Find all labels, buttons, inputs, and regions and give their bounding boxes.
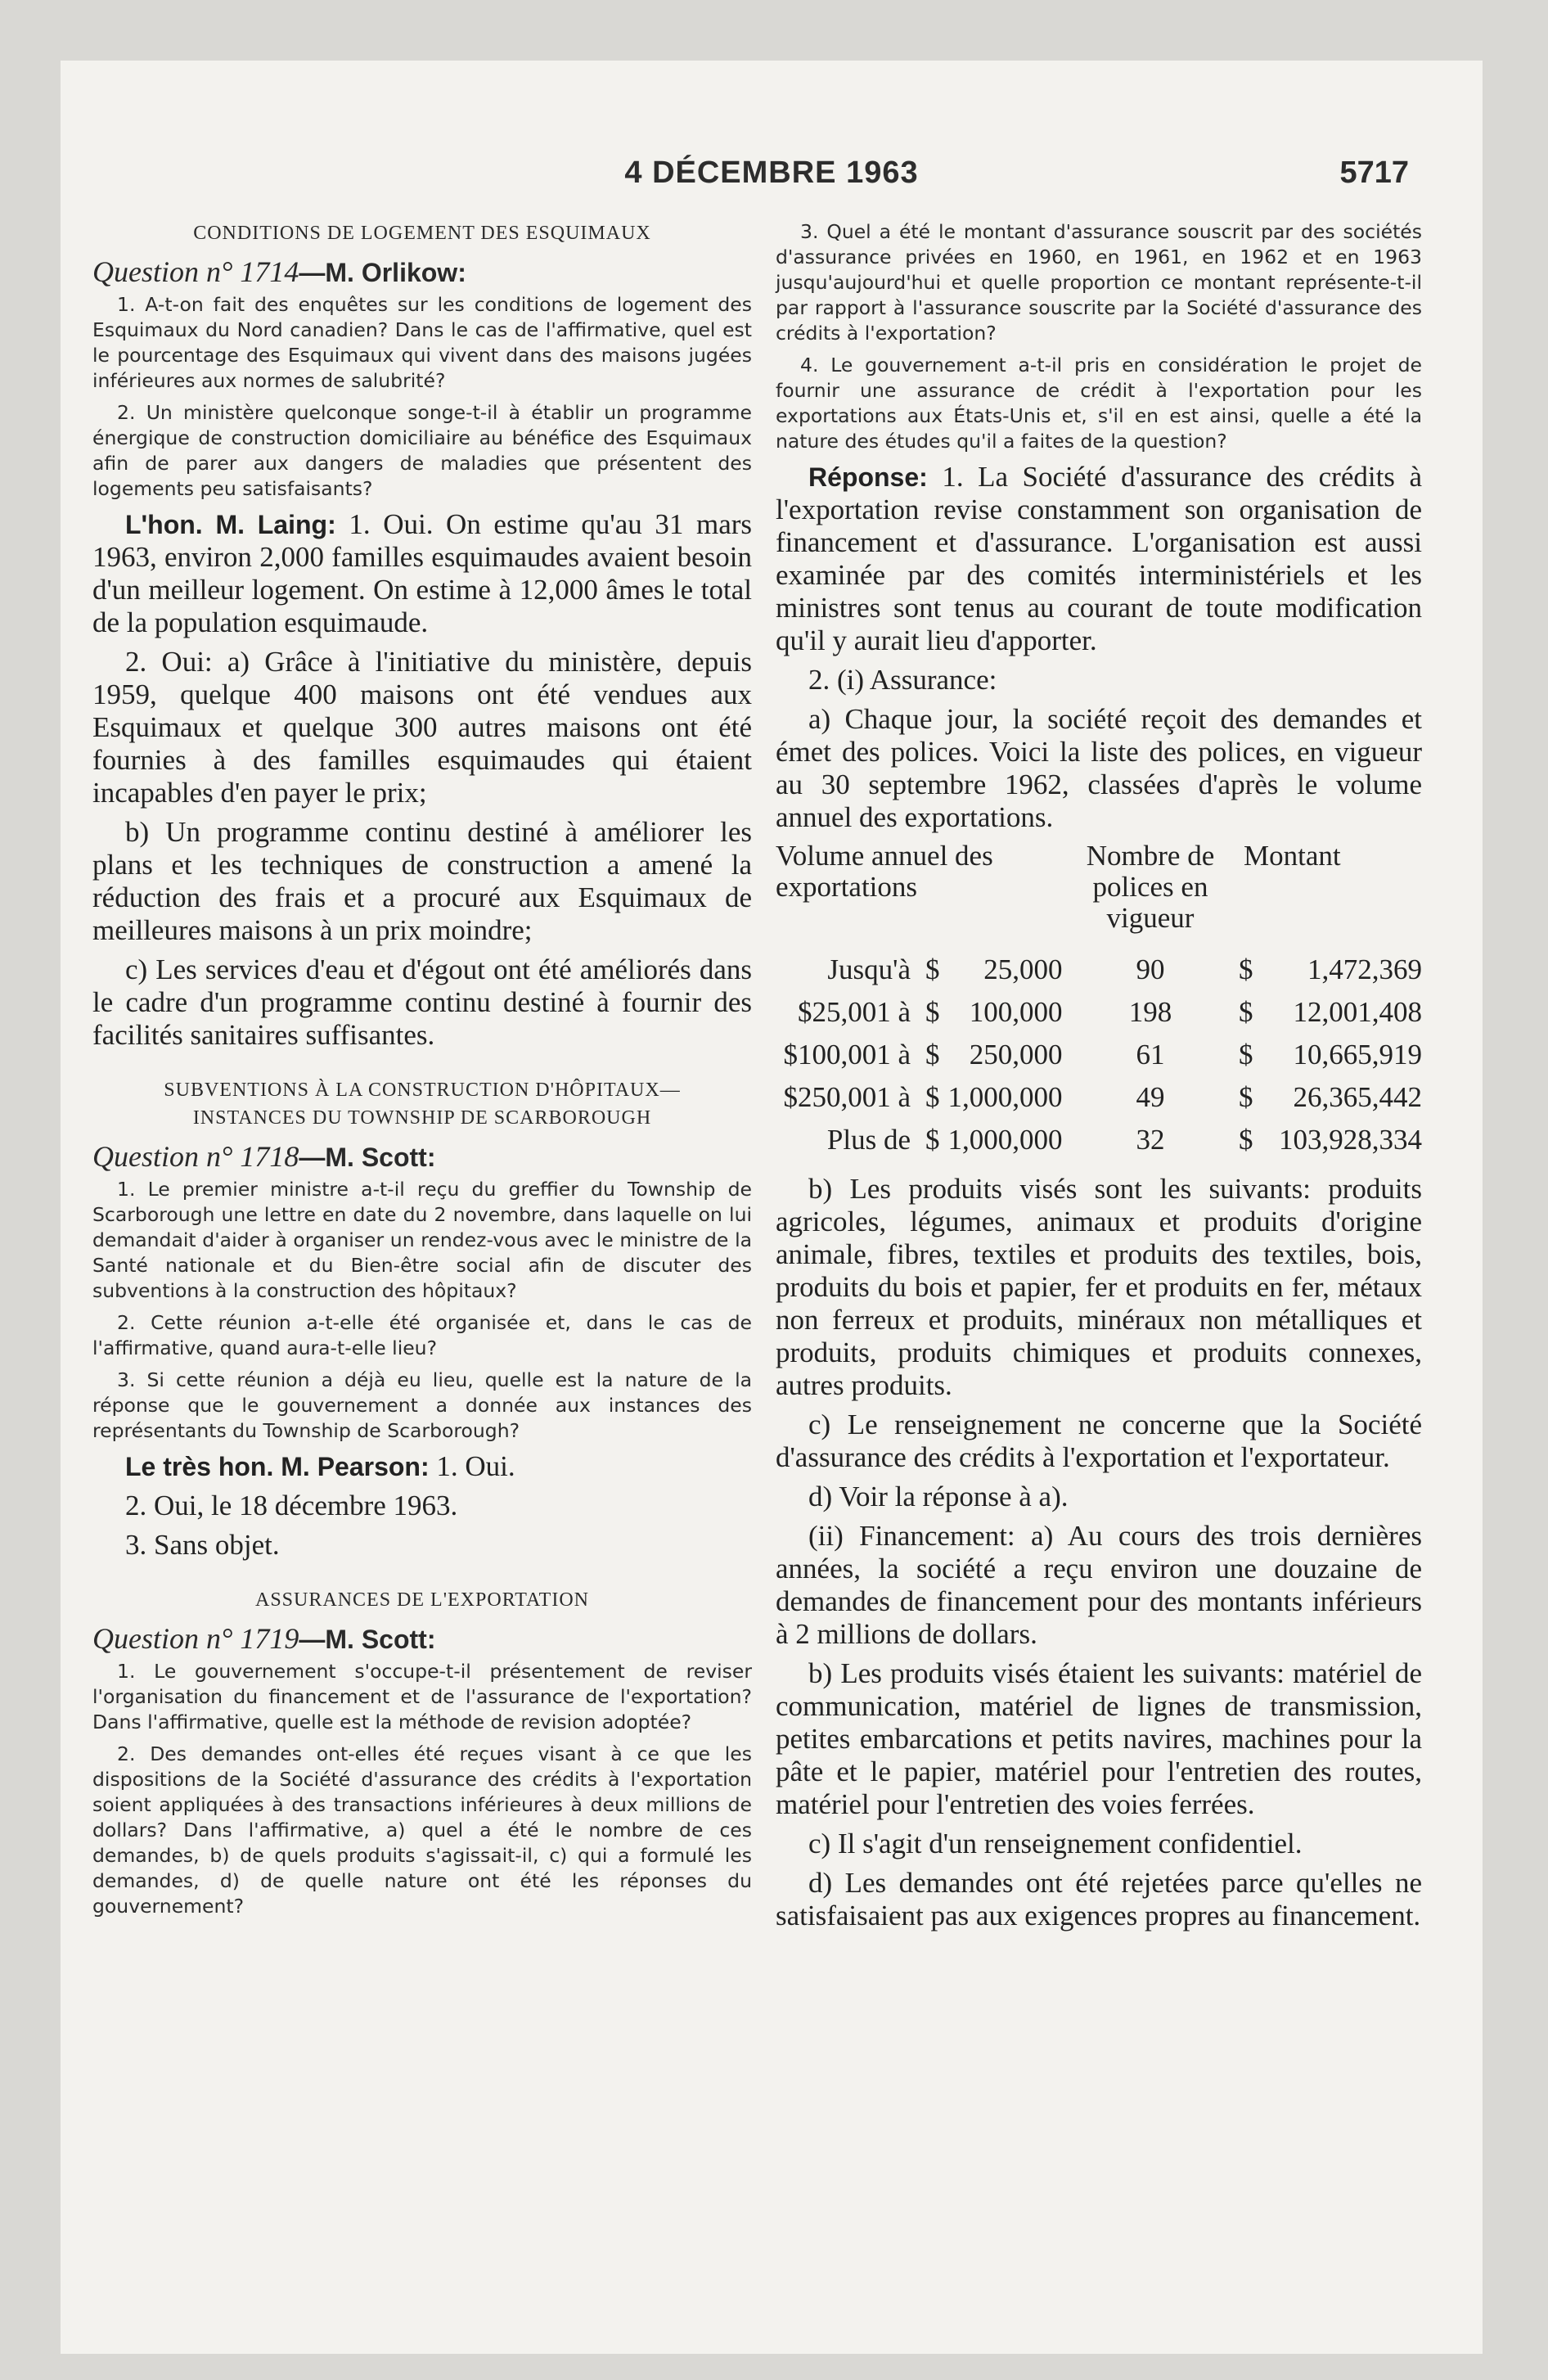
question-number: Question n° 1718	[92, 1140, 299, 1173]
amount-symbol: $	[1239, 1039, 1253, 1071]
answer-text: 1. Oui.	[429, 1450, 515, 1482]
bound-number: 1,000,000	[947, 1081, 1063, 1113]
question-number: Question n° 1719	[92, 1622, 299, 1655]
range-label: $100,001 à	[783, 1039, 911, 1071]
bound-value	[919, 949, 1069, 991]
question-heading	[92, 1620, 752, 1657]
question-author: —M. Scott:	[299, 1143, 436, 1172]
question-author: —M. Orlikow:	[299, 258, 466, 287]
range-label: Jusqu'à	[827, 953, 911, 985]
amount-value: 26,365,442	[1293, 1081, 1422, 1113]
question-paragraph: 2. Cette réunion a-t-elle été organisée et, dans le cas de l'affirmative, quand aura-t-elle lieu?	[92, 1311, 752, 1359]
answer-text: 1. La Société d'assurance des crédits à l'exportation revise constamment son organisation de financement et d'assurance. L'organisation est aussi examinée par des comités interministériels et les ministres sont tenus au courant de toute modification qu'il y aurait lieu d'apporter.	[776, 461, 1422, 656]
bound-number: 25,000	[983, 953, 1063, 985]
table-row	[776, 991, 1422, 1034]
bound-symbol: $	[925, 996, 940, 1028]
speaker-name: Le très hon. M. Pearson:	[125, 1452, 430, 1481]
section-title-line: INSTANCES DU TOWNSHIP DE SCARBOROUGH	[192, 1107, 652, 1129]
question-paragraph: 2. Un ministère quelconque songe-t-il à établir un programme énergique de construction domiciliaire au bénéfice des Esquimaux afin de parer aux dangers de maladies que présentent des logements peu satisfaisants?	[92, 401, 752, 500]
question-number: Question n° 1714	[92, 255, 299, 288]
policies-count: 49	[1136, 1081, 1165, 1113]
table-row	[776, 1034, 1422, 1076]
answer-text: 1. Oui. On estime qu'au 31 mars 1963, environ 2,000 familles esquimaudes avaient besoin d'un meilleur logement. On estime à 12,000 âmes le total de la population esquimaude.	[92, 508, 752, 638]
policies-count: 61	[1136, 1039, 1165, 1071]
answer-paragraph: c) Il s'agit d'un renseignement confidentiel.	[808, 1828, 1303, 1859]
amount-value: 103,928,334	[1279, 1124, 1422, 1156]
question-paragraph: 1. Le gouvernement s'occupe-t-il présentement de reviser l'organisation du financement et de l'assurance de l'exportation? Dans l'affirmative, quelle est la méthode de revision adoptée?	[92, 1660, 752, 1733]
range-label: Plus de	[826, 1124, 911, 1156]
table-row	[776, 949, 1422, 991]
question-heading	[92, 1138, 752, 1175]
answer-paragraph: d) Voir la réponse à a).	[808, 1481, 1069, 1512]
policies-count: 198	[1128, 996, 1172, 1028]
range-label: $250,001 à	[783, 1081, 911, 1113]
bound-symbol: $	[925, 953, 940, 985]
export-policies-table	[776, 841, 1422, 1161]
amount-symbol: $	[1239, 953, 1253, 985]
answer-paragraph: b) Les produits visés étaient les suivants: matériel de communication, matériel de lignes de transmission, petites embarcations et petits navires, machines pour la pâte et le papier, matériel pour l'entretien des routes, matériel pour l'entretien des voies ferrées.	[776, 1657, 1422, 1820]
answer-paragraph: 3. Sans objet.	[125, 1529, 280, 1561]
answer-paragraph: d) Les demandes ont été rejetées parce qu'elles ne satisfaisaient pas aux exigences propres au financement.	[776, 1867, 1422, 1931]
amount-value: 12,001,408	[1293, 996, 1422, 1028]
header-date: 4 DÉCEMBRE 1963	[624, 156, 919, 190]
answer-paragraph	[776, 461, 1422, 657]
right-column	[776, 219, 1422, 1939]
bound-symbol: $	[925, 1124, 940, 1156]
bound-number: 100,000	[969, 996, 1063, 1028]
question-paragraph: 3. Si cette réunion a déjà eu lieu, quelle est la nature de la réponse que le gouvernement a donnée aux instances des représentants du Township de Scarborough?	[92, 1368, 752, 1442]
policies-count: 90	[1136, 953, 1165, 985]
table-row	[776, 1076, 1422, 1119]
question-paragraph: 4. Le gouvernement a-t-il pris en considération le projet de fournir une assurance de crédit à l'exportation pour les exportations aux États-Unis et, s'il en est ainsi, quelle a été la nature des études qu'il a faites de la question?	[776, 354, 1422, 453]
policies-count: 32	[1136, 1124, 1165, 1156]
question-paragraph: 3. Quel a été le montant d'assurance souscrit par des sociétés d'assurance privées en 1960, en 1961, en 1962 et en 1963 jusqu'aujourd'hui et quelle proportion ce montant représente-t-il par rapport à l'assurance souscrite par la Société d'assurance des crédits à l'exportation?	[776, 220, 1422, 345]
col-header-volume: Volume annuel des exportations	[776, 840, 993, 903]
amount-symbol: $	[1239, 1124, 1253, 1156]
range-label: $25,001 à	[797, 996, 911, 1028]
amount-symbol: $	[1239, 996, 1253, 1028]
section-title-housing: CONDITIONS DE LOGEMENT DES ESQUIMAUX	[193, 223, 651, 244]
answer-paragraph: 2. Oui, le 18 décembre 1963.	[125, 1490, 458, 1521]
col-header-amount: Montant	[1244, 840, 1341, 872]
question-paragraph: 2. Des demandes ont-elles été reçues visant à ce que les dispositions de la Société d'assurance des crédits à l'exportation soient appliquées à des transactions inférieures à deux millions de dollars? Dans l'affirmative, a) quel a été le nombre de ces demandes, b) de quels produits s'agissait-il, c) qui a formulé les demandes, d) de quelle nature ont été les réponses du gouvernement?	[92, 1742, 752, 1918]
question-author: —M. Scott:	[299, 1625, 436, 1654]
amount-value: 10,665,919	[1293, 1039, 1422, 1071]
page-number: 5717	[1339, 156, 1409, 190]
bound-symbol: $	[925, 1081, 940, 1113]
question-paragraph: 1. Le premier ministre a-t-il reçu du greffier du Township de Scarborough une lettre en date du 2 novembre, dans laquelle on lui demandait d'aider à organiser un rendez-vous avec le ministre de la Santé nationale et du Bien-être social afin de discuter des subventions à la construction des hôpitaux?	[92, 1178, 752, 1302]
bound-value	[919, 1119, 1069, 1161]
col-header-policies: Nombre de polices en vigueur	[1086, 840, 1215, 934]
answer-paragraph: c) Le renseignement ne concerne que la Société d'assurance des crédits à l'exportation et l'exportateur.	[776, 1409, 1422, 1473]
bound-number: 1,000,000	[947, 1124, 1063, 1156]
amount-value: 1,472,369	[1307, 953, 1422, 985]
section-title-hospitals	[92, 1076, 752, 1132]
left-column	[92, 219, 752, 1926]
question-paragraph: 1. A-t-on fait des enquêtes sur les conditions de logement des Esquimaux du Nord canadien? Dans le cas de l'affirmative, quel est le pourcentage des Esquimaux qui vivent dans des maisons jugées inférieures aux normes de salubrité?	[92, 293, 752, 392]
bound-value	[919, 991, 1069, 1034]
amount-symbol: $	[1239, 1081, 1253, 1113]
answer-paragraph: b) Les produits visés sont les suivants: produits agricoles, légumes, animaux et produits d'origine animale, fibres, textiles et produits des textiles, bois, produits du bois et papier, fer et produits en fer, métaux non ferreux et produits, minéraux non métalliques et produits, produits chimiques et produits connexes, autres produits.	[776, 1173, 1422, 1401]
answer-paragraph: 2. (i) Assurance:	[808, 664, 997, 696]
bound-symbol: $	[925, 1039, 940, 1071]
table-header-row	[776, 841, 1422, 949]
question-heading	[92, 254, 752, 291]
bound-value	[919, 1076, 1069, 1119]
answer-paragraph: a) Chaque jour, la société reçoit des demandes et émet des polices. Voici la liste des polices, en vigueur au 30 septembre 1962, classées d'après le volume annuel des exportations.	[776, 703, 1422, 833]
table-row	[776, 1119, 1422, 1161]
answer-paragraph: b) Un programme continu destiné à améliorer les plans et les techniques de construction a amené la réduction des frais et a procuré aux Esquimaux de meilleures maisons à un prix moindre;	[92, 816, 752, 946]
answer-paragraph	[92, 1450, 752, 1483]
answer-paragraph: c) Les services d'eau et d'égout ont été améliorés dans le cadre d'un programme continu destiné à fournir des facilités sanitaires suffisantes.	[92, 953, 752, 1051]
speaker-name: L'hon. M. Laing:	[125, 510, 336, 539]
answer-paragraph: 2. Oui: a) Grâce à l'initiative du ministère, depuis 1959, quelque 400 maisons ont été vendues aux Esquimaux et quelque 300 autres maisons ont été fournies à des familles esquimaudes qui étaient incapables d'en payer le prix;	[92, 646, 752, 809]
answer-paragraph: (ii) Financement: a) Au cours des trois dernières années, la société a reçu environ une douzaine de demandes de financement pour des montants inférieurs à 2 millions de dollars.	[776, 1520, 1422, 1650]
bound-value	[919, 1034, 1069, 1076]
page-header	[61, 156, 1483, 196]
speaker-name: Réponse:	[808, 462, 928, 492]
section-title-line: SUBVENTIONS À LA CONSTRUCTION D'HÔPITAUX—	[164, 1080, 681, 1101]
bound-number: 250,000	[969, 1039, 1063, 1071]
section-title-export-insurance: ASSURANCES DE L'EXPORTATION	[255, 1589, 589, 1611]
answer-paragraph	[92, 508, 752, 639]
